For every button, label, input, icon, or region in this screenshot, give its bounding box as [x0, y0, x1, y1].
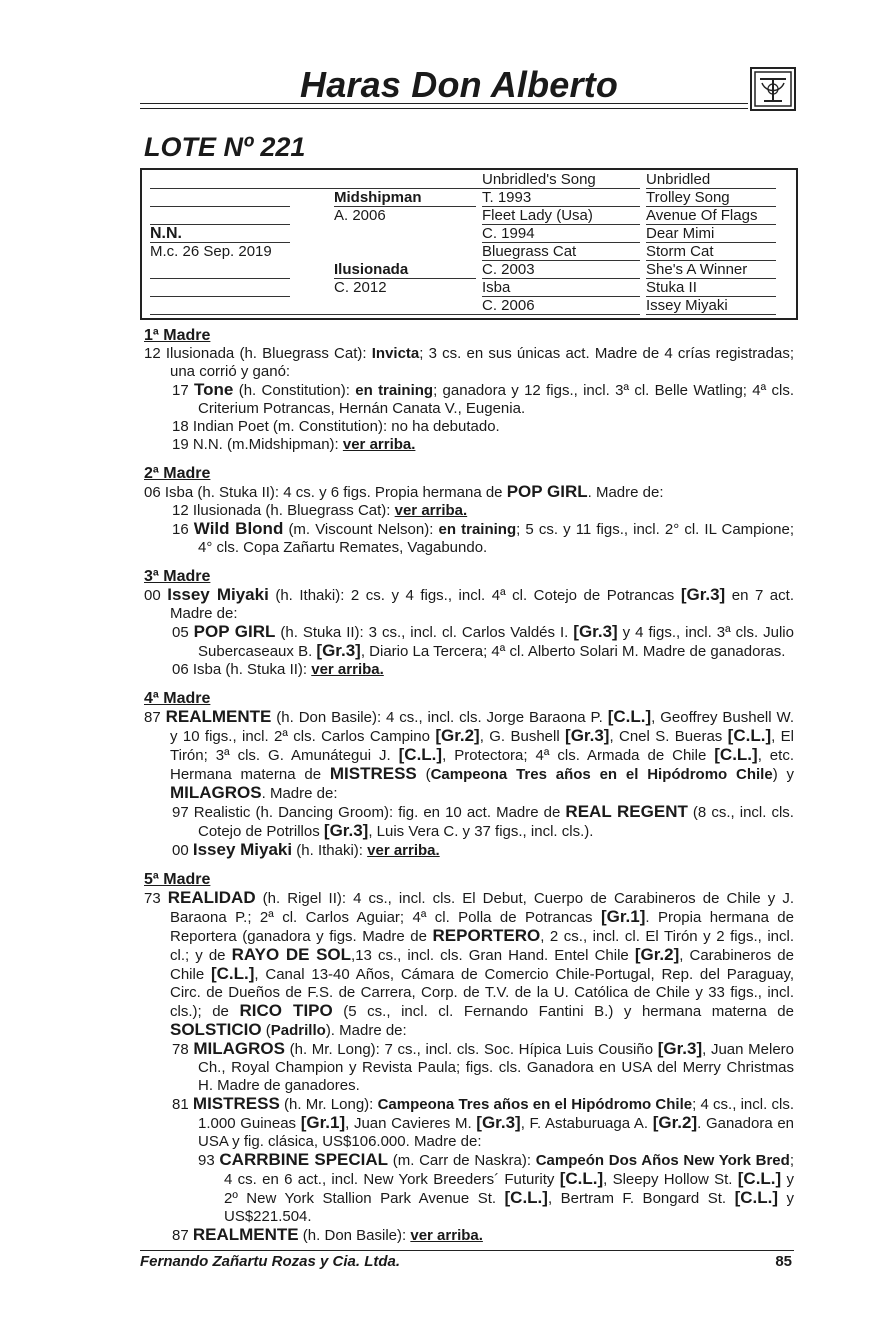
pedigree-cell: C. 1994 [482, 225, 535, 242]
section-title: 3ª Madre [144, 568, 211, 585]
offspring-entry: 81 MISTRESS (h. Mr. Long): Campeona Tres años en el Hipódromo Chile; 4 cs., incl. cls. 1.000 Guineas [Gr.1], Juan Cavieres M. [Gr.3], F. Astaburuaga A. [Gr.2]. Ganadora en USA y fig. clásica, US$106.000. Madre de: [172, 1094, 794, 1150]
section-fourth-dam [144, 689, 794, 860]
pedigree-cell: Stuka II [646, 279, 697, 296]
sire-info: A. 2006 [334, 207, 386, 224]
pedigree-cell: C. 2003 [482, 261, 535, 278]
section-title: 4ª Madre [144, 690, 211, 707]
ver-arriba-link[interactable]: ver arriba. [311, 661, 384, 678]
dam-entry: 00 Issey Miyaki (h. Ithaki): 2 cs. y 4 figs., incl. 4ª cl. Cotejo de Potrancas [Gr.3] en 7 act. Madre de: [144, 585, 794, 622]
page-footer [140, 1250, 794, 1270]
pedigree-cell: She's A Winner [646, 261, 748, 278]
offspring-entry: 87 REALMENTE (h. Don Basile): ver arriba. [172, 1225, 483, 1244]
section-title: 5ª Madre [144, 871, 211, 888]
dam-entry: 06 Isba (h. Stuka II): 4 cs. y 6 figs. Propia hermana de POP GIRL. Madre de: [144, 482, 664, 501]
offspring-entry: 05 POP GIRL (h. Stuka II): 3 cs., incl. cl. Carlos Valdés I. [Gr.3] y 4 figs., incl. 3ª cls. Julio Subercaseaux B. [Gr.3], Diario La Tercera; 4ª cl. Alberto Solari M. Madre de ganadoras. [172, 622, 794, 660]
pedigree-cell: Storm Cat [646, 243, 714, 260]
offspring-entry: 12 Ilusionada (h. Bluegrass Cat): ver arriba. [172, 502, 468, 519]
section-fifth-dam [144, 870, 794, 1245]
footer-company: Fernando Zañartu Rozas y Cia. Ltda. [140, 1253, 401, 1270]
dam-entry: 73 REALIDAD (h. Rigel II): 4 cs., incl. cls. El Debut, Cuerpo de Carabineros de Chile y J. Baraona P.; 2ª cl. Carlos Aguiar; 4ª cl. Polla de Potrancas [Gr.1]. Propia hermana de Reportera (ganadora y figs. Madre de REPORTERO, 2 cs., incl. cl. El Tirón y 2 figs., incl. cl.; y de RAYO DE SOL,13 cs., incl. cls. Gran Hand. Entel Chile [Gr.2], Carabineros de Chile [C.L.], Canal 13-40 Años, Cámara de Comercio Chile-Portugal, Rep. del Paraguay, Circ. de Dueños de F.S. de Carrera, Corp. de T.V. de la U. Católica de Chile y 33 figs., incl. cls.); de RICO TIPO (5 cs., incl. cl. Fernando Fantini B.) y hermana materna de SOLSTICIO (Padrillo). Madre de: [144, 888, 794, 1039]
haras-logo-icon [750, 67, 796, 111]
sire-name: Midshipman [334, 189, 422, 206]
horse-name: N.N. [150, 225, 182, 242]
header-rule [140, 108, 748, 109]
pedigree-cell: T. 1993 [482, 189, 532, 206]
offspring-entry: 18 Indian Poet (m. Constitution): no ha debutado. [172, 418, 500, 435]
dam-entry: 87 REALMENTE (h. Don Basile): 4 cs., incl. cls. Jorge Baraona P. [C.L.], Geoffrey Bushell W. y 10 figs., incl. 2ª cls. Carlos Campino [Gr.2], G. Bushell [Gr.3], Cnel S. Bueras [C.L.], El Tirón; 3ª cls. G. Amunátegui J. [C.L.], Protectora; 4ª cls. Armada de Chile [C.L.], etc. Hermana materna de MISTRESS (Campeona Tres años en el Hipódromo Chile) y MILAGROS. Madre de: [144, 707, 794, 802]
offspring-entry: 17 Tone (h. Constitution): en training; ganadora y 12 figs., incl. 3ª cl. Belle Watling; 4ª cls. Criterium Potrancas, Hernán Canata V., Eugenia. [172, 380, 794, 417]
pedigree-cell: Fleet Lady (Usa) [482, 207, 593, 224]
offspring-entry: 06 Isba (h. Stuka II): ver arriba. [172, 661, 384, 678]
ver-arriba-link[interactable]: ver arriba. [410, 1227, 483, 1244]
pedigree-table [140, 168, 798, 320]
pedigree-cell: Issey Miyaki [646, 297, 728, 314]
section-third-dam [144, 567, 794, 679]
offspring-entry: 16 Wild Blond (m. Viscount Nelson): en training; 5 cs. y 11 figs., incl. 2° cl. IL Campione; 4° cls. Copa Zañartu Remates, Vagabundo. [172, 519, 795, 556]
page-title: Haras Don Alberto [300, 64, 619, 105]
offspring-entry: 97 Realistic (h. Dancing Groom): fig. en 10 act. Madre de REAL REGENT (8 cs., incl. cls. Cotejo de Potrillos [Gr.3], Luis Vera C. y 37 figs., incl. cls.). [172, 802, 794, 840]
pedigree-cell: Unbridled [646, 171, 711, 188]
pedigree-cell: Bluegrass Cat [482, 243, 577, 260]
ver-arriba-link[interactable]: ver arriba. [394, 502, 468, 519]
dam-info: C. 2012 [334, 279, 387, 296]
ver-arriba-link[interactable]: ver arriba. [367, 842, 440, 859]
offspring-entry: 78 MILAGROS (h. Mr. Long): 7 cs., incl. cls. Soc. Hípica Luis Cousiño [Gr.3], Juan Melero Ch., Royal Champion y Revista Paula; figs. cls. Ganadora en USA del Merry Christmas H. Madre de ganadores. [172, 1039, 794, 1094]
pedigree-cell: Trolley Song [646, 189, 730, 206]
offspring-entry: 00 Issey Miyaki (h. Ithaki): ver arriba. [172, 840, 440, 859]
dam-name: Ilusionada [334, 261, 409, 278]
horse-info: M.c. 26 Sep. 2019 [150, 243, 272, 260]
family-sections [144, 326, 794, 1245]
section-second-dam [144, 464, 794, 557]
section-first-dam [144, 326, 794, 454]
pedigree-cell: Isba [482, 279, 511, 296]
pedigree-cell: Avenue Of Flags [646, 207, 758, 224]
section-title: 2ª Madre [144, 465, 211, 482]
offspring-entry: 19 N.N. (m.Midshipman): ver arriba. [172, 436, 416, 453]
offspring-entry: 93 CARRBINE SPECIAL (m. Carr de Naskra): Campeón Dos Años New York Bred; 4 cs. en 6 act., incl. New York Breeders´ Futurity [C.L.], Sleepy Hollow St. [C.L.] y 2º New York Stallion Park Avenue St. [C.L.], Bertram F. Bongard St. [C.L.] y US$221.504. [198, 1150, 794, 1225]
page-number: 85 [775, 1253, 792, 1270]
dam-entry: 12 Ilusionada (h. Bluegrass Cat): Invicta; 3 cs. en sus únicas act. Madre de 4 crías registradas; una corrió y ganó: [144, 345, 794, 380]
pedigree-cell: Unbridled's Song [482, 171, 596, 188]
section-title: 1ª Madre [144, 327, 211, 344]
pedigree-cell: C. 2006 [482, 297, 535, 314]
pedigree-cell: Dear Mimi [646, 225, 715, 242]
ver-arriba-link[interactable]: ver arriba. [342, 436, 416, 453]
header-rule [140, 103, 748, 104]
lot-title: LOTE Nº 221 [144, 132, 306, 162]
